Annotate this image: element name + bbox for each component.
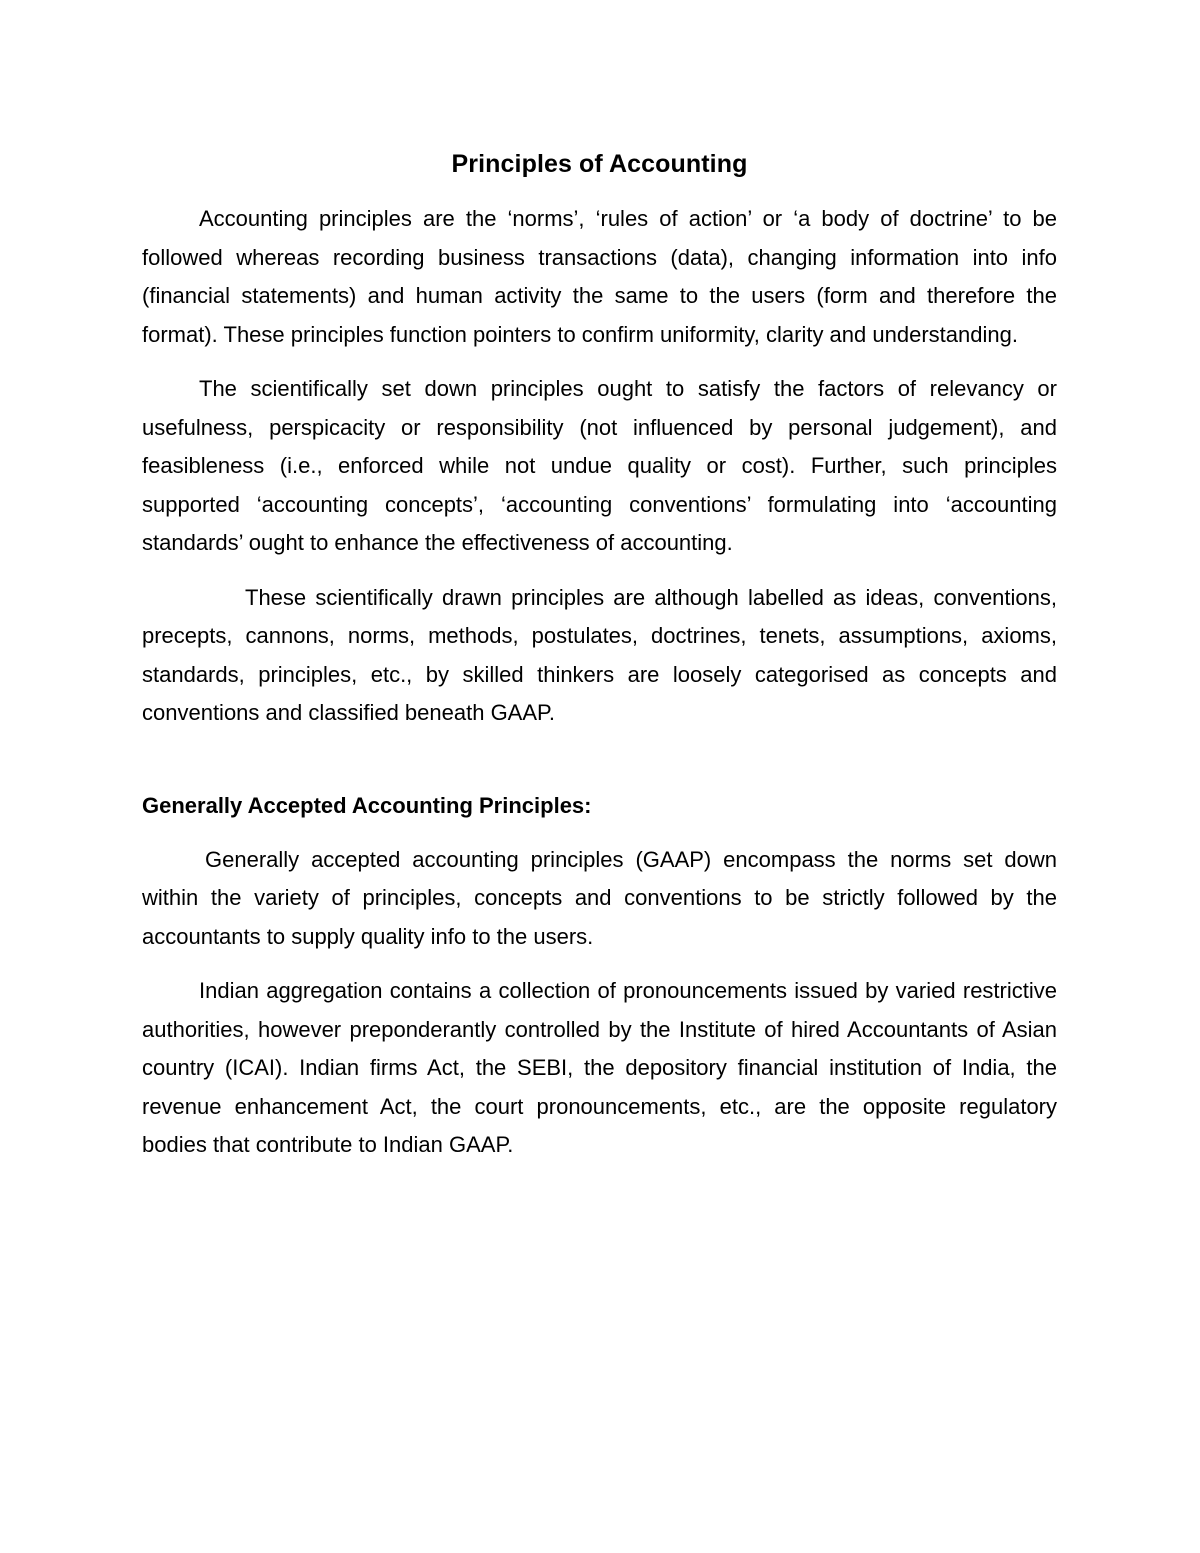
document-title: Principles of Accounting: [451, 150, 748, 178]
paragraph-principles-factors: The scientifically set down principles ought to satisfy the factors of relevancy or usefulness, perspicacity or responsibility (not influenced by personal judgement), and feasibleness (i.e., enforced while not undue quality or cost). Further, such principles supported ‘accounting concepts’, ‘accounting conventions’ formulating into ‘accounting standards’ ought to enhance the effectiveness of accounting.: [142, 376, 1057, 555]
paragraph-indian-gaap: Indian aggregation contains a collection of pronouncements issued by varied restrictive authorities, however preponderantly controlled by the Institute of hired Accountants of Asian country (ICAI). Indian firms Act, the SEBI, the depository financial institution of India, the revenue enhancement Act, the court pronouncements, etc., are the opposite regulatory bodies that contribute to Indian GAAP.: [142, 978, 1057, 1157]
paragraph-intro: Accounting principles are the ‘norms’, ‘rules of action’ or ‘a body of doctrine’ to be followed whereas recording business transactions (data), changing information into info (financial statements) and human activity the same to the users (form and therefore the format). These principles function pointers to confirm uniformity, clarity and understanding.: [142, 206, 1057, 347]
paragraph-gaap-definition: Generally accepted accounting principles (GAAP) encompass the norms set down within the variety of principles, concepts and conventions to be strictly followed by the accountants to supply quality info to the users.: [142, 846, 1057, 949]
section-heading-gaap: Generally Accepted Accounting Principles:: [142, 792, 592, 818]
paragraph-concepts-conventions: These scientifically drawn principles are although labelled as ideas, conventions, precepts, cannons, norms, methods, postulates, doctrines, tenets, assumptions, axioms, standards, principles, etc., by skilled thinkers are loosely categorised as concepts and conventions and classified beneath GAAP.: [142, 584, 1057, 725]
document-body: [142, 146, 1057, 1181]
